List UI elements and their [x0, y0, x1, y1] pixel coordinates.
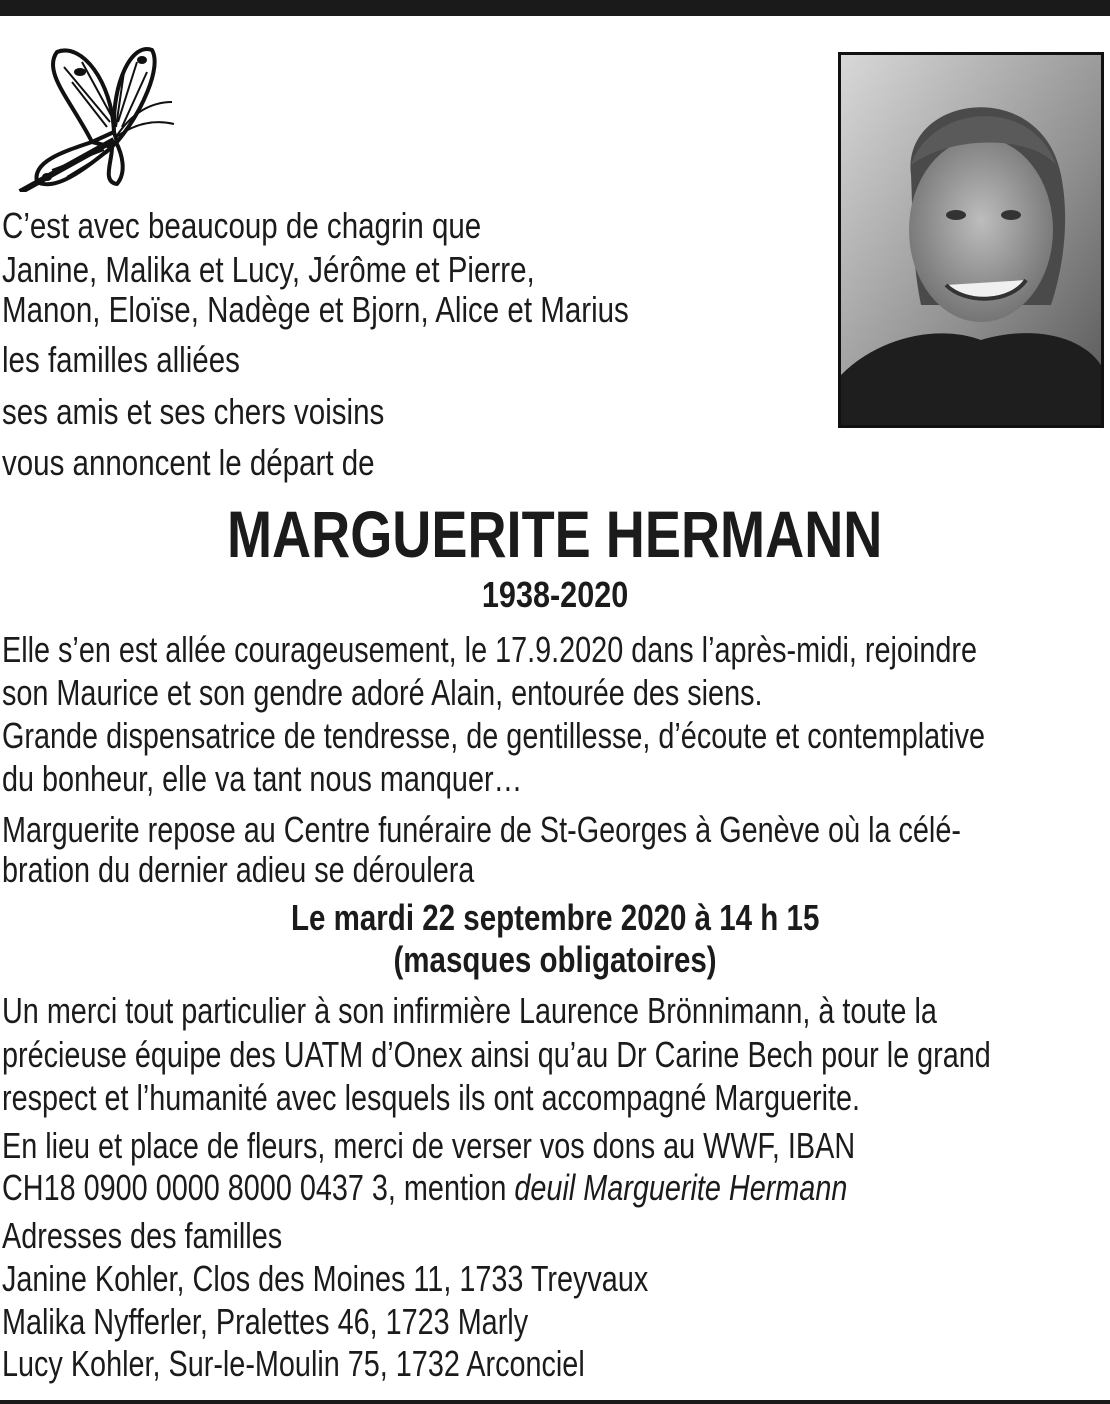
address-item: Janine Kohler, Clos des Moines 11, 1733 Treyvaux	[2, 1258, 649, 1299]
intro-line-6: vous annoncent le départ de	[2, 442, 375, 483]
ceremony-note: (masques obligatoires)	[393, 939, 717, 980]
intro-line-2: Janine, Malika et Lucy, Jérôme et Pierre,	[2, 249, 535, 290]
deceased-years: 1938-2020	[481, 574, 629, 615]
body-p3-line-2: précieuse équipe des UATM d’Onex ainsi qu’au Dr Carine Bech pour le grand	[2, 1034, 991, 1075]
body-p3-line-3: respect et l’humanité avec lesquels ils ont accompagné Marguerite.	[2, 1077, 861, 1118]
intro-line-3: Manon, Eloïse, Nadège et Bjorn, Alice et Marius	[2, 289, 629, 330]
bottom-rule	[0, 1400, 1110, 1404]
portrait-photo	[838, 52, 1104, 428]
top-rule	[0, 0, 1110, 16]
intro-line-1: C’est avec beaucoup de chagrin que	[2, 205, 482, 246]
intro-line-5: ses amis et ses chers voisins	[2, 391, 385, 432]
body-p2-line-2: bration du dernier adieu se déroulera	[2, 849, 475, 890]
deceased-name: MARGUERITE HERMANN	[227, 497, 883, 571]
body-p1-line-3: Grande dispensatrice de tendresse, de gentillesse, d’écoute et contemplative	[2, 715, 985, 756]
body-p4-line-2	[2, 1166, 1074, 1209]
body-p3-line-1: Un merci tout particulier à son infirmière Laurence Brönnimann, à toute la	[2, 990, 937, 1031]
body-p4-line-1: En lieu et place de fleurs, merci de verser vos dons au WWF, IBAN	[2, 1125, 856, 1166]
intro-line-4: les familles alliées	[2, 339, 240, 380]
butterfly-icon	[12, 42, 177, 192]
ceremony-date: Le mardi 22 septembre 2020 à 14 h 15	[290, 897, 820, 938]
body-p1-line-4: du bonheur, elle va tant nous manquer…	[2, 758, 523, 799]
body-p1-line-2: son Maurice et son gendre adoré Alain, entourée des siens.	[2, 672, 763, 713]
body-p1-line-1: Elle s’en est allée courageusement, le 17.9.2020 dans l’après-midi, rejoindre	[2, 629, 977, 670]
address-item: Malika Nyfferler, Pralettes 46, 1723 Marly	[2, 1301, 529, 1342]
iban-text: CH18 0900 0000 8000 0437 3, mention	[2, 1167, 515, 1208]
mention-text: deuil Marguerite Hermann	[514, 1167, 848, 1208]
address-item: Lucy Kohler, Sur-le-Moulin 75, 1732 Arconciel	[2, 1343, 585, 1384]
body-p2-line-1: Marguerite repose au Centre funéraire de St-Georges à Genève où la célé-	[2, 809, 961, 850]
addresses-heading: Adresses des familles	[2, 1215, 283, 1256]
